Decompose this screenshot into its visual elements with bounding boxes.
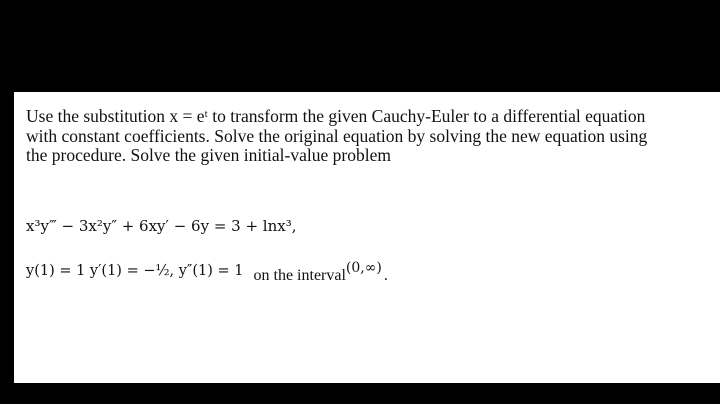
problem-instructions: Use the substitution x = eᵗ to transform the given Cauchy-Euler to a differential equation with constant coefficients. Solve the original equation by solving the new equation using the procedure. Solve the given initial-value problem: [26, 106, 648, 165]
interval-value: (0,∞): [345, 260, 382, 276]
cauchy-euler-equation: x³y‴ − 3x²y″ + 6xy′ − 6y = 3 + lnx³,: [26, 217, 297, 235]
interval-phrase: on the interval: [253, 267, 346, 284]
initial-conditions-line: [26, 260, 388, 284]
trailing-period: .: [383, 267, 388, 284]
initial-conditions: y(1) = 1 y′(1) = −½, y″(1) = 1: [26, 263, 244, 279]
problem-card: [14, 92, 720, 383]
